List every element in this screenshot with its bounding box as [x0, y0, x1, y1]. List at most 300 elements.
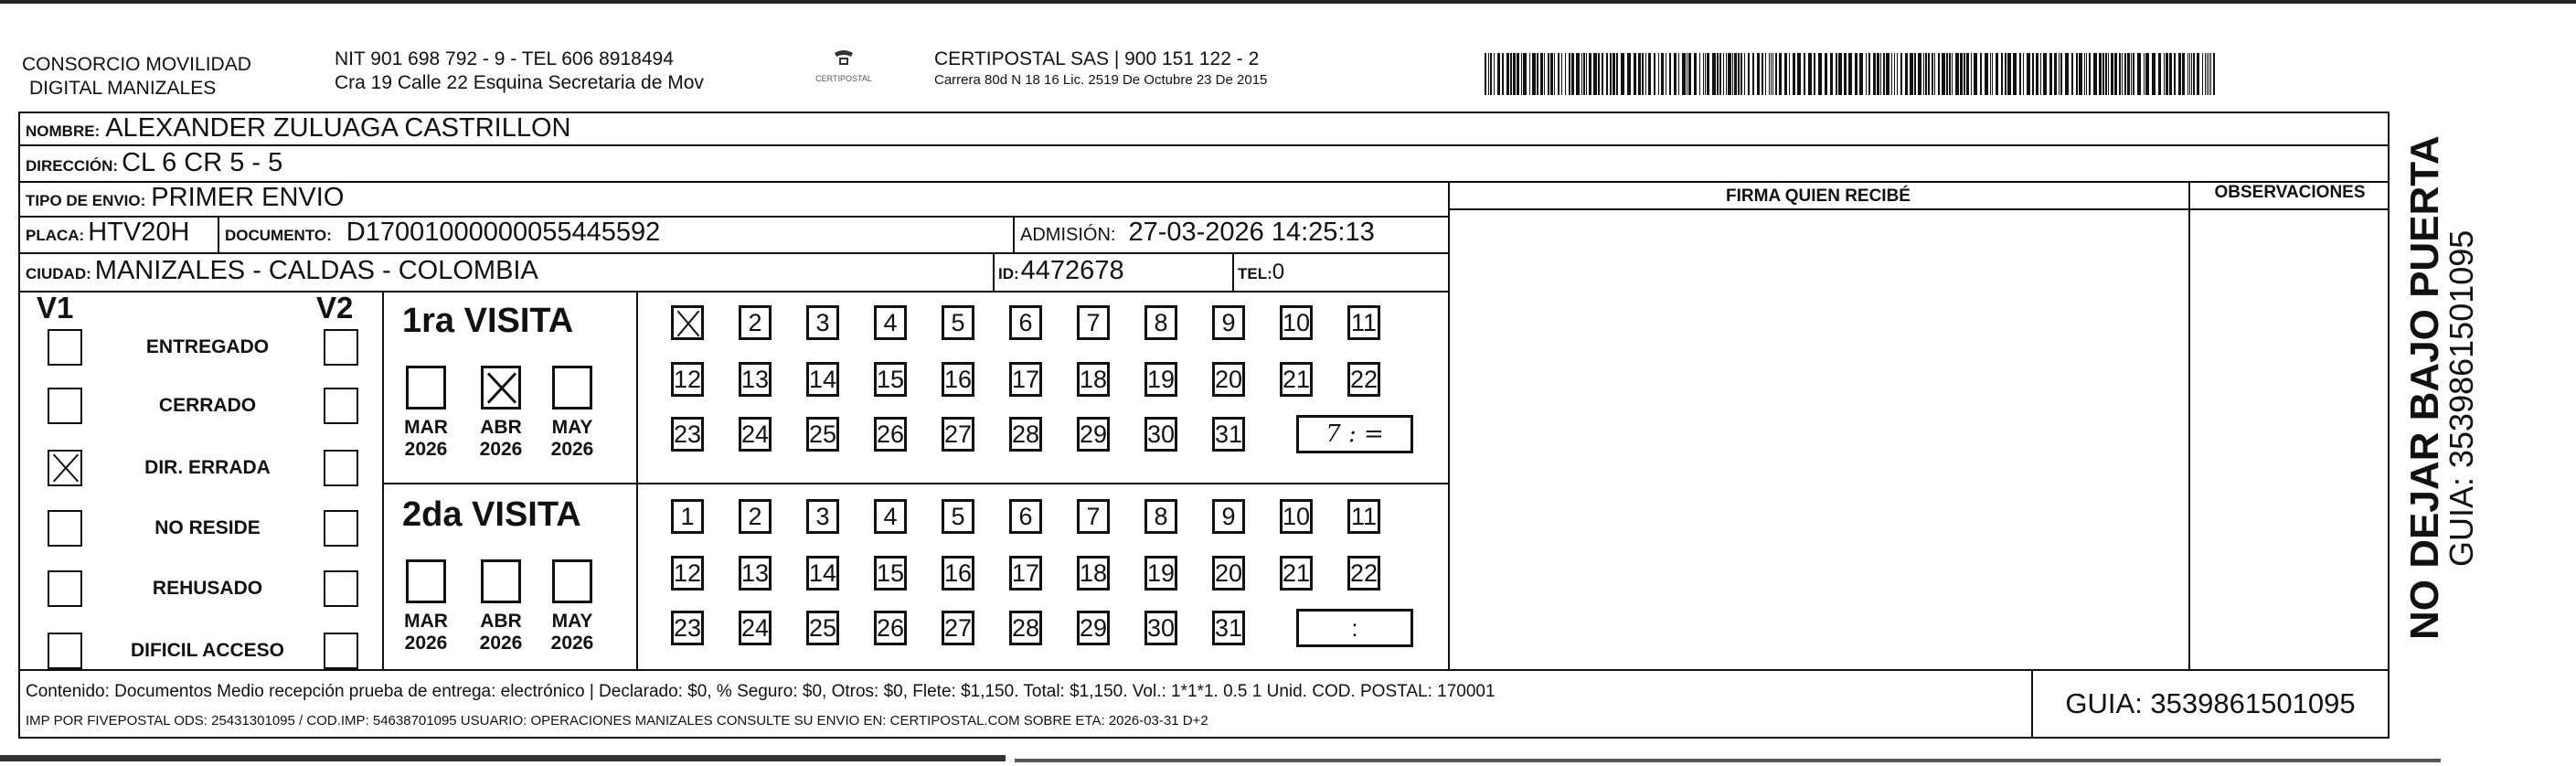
barcode-bar — [1923, 53, 1924, 95]
day-checkbox[interactable]: 22 — [1347, 362, 1380, 397]
barcode-bar — [2207, 53, 2208, 95]
admision-row — [1020, 218, 1375, 248]
day-checkbox[interactable]: 23 — [671, 417, 704, 452]
barcode-bar — [1627, 53, 1631, 95]
day-checkbox[interactable]: 17 — [1009, 362, 1042, 397]
nombre-row — [26, 113, 570, 144]
day-checkbox[interactable]: 22 — [1347, 556, 1380, 590]
barcode-bar — [2193, 53, 2195, 95]
barcode-bar — [2202, 53, 2203, 95]
divider — [1013, 216, 1015, 252]
barcode-bar — [1488, 53, 1489, 95]
barcode-bar — [1712, 53, 1716, 95]
barcode-bar — [1910, 53, 1913, 95]
day-checkbox[interactable]: 17 — [1009, 556, 1042, 590]
divider — [382, 291, 384, 669]
status-label: NO RESIDE — [154, 517, 261, 538]
company-name-block — [22, 53, 251, 101]
day-checkbox[interactable]: 7 — [1077, 305, 1110, 340]
day-checkbox[interactable] — [671, 305, 704, 340]
day-checkbox[interactable]: 27 — [942, 611, 974, 645]
barcode-bar — [2114, 53, 2117, 95]
barcode-bar — [1734, 53, 1737, 95]
day-checkbox[interactable]: 16 — [942, 362, 974, 397]
divider — [993, 252, 995, 291]
day-checkbox[interactable]: 27 — [942, 417, 974, 452]
barcode-bar — [2210, 53, 2211, 95]
barcode-bar — [1789, 53, 1790, 95]
visit-time-field[interactable]: : — [1296, 609, 1413, 647]
footer-guia: GUIA: 3539861501095 — [2065, 687, 2356, 719]
barcode-bar — [1914, 53, 1916, 95]
month-checkbox[interactable] — [406, 559, 446, 603]
barcode-bar — [1891, 53, 1892, 95]
observations-area[interactable] — [2190, 210, 2388, 667]
barcode-bar — [1648, 53, 1651, 95]
barcode-bar — [1980, 53, 1982, 95]
barcode-bar — [1960, 53, 1963, 95]
barcode-bar — [2152, 53, 2156, 95]
barcode-bar — [2084, 53, 2085, 95]
barcode-bar — [1726, 53, 1727, 95]
day-checkbox[interactable]: 6 — [1009, 305, 1042, 340]
company-line-1: CONSORCIO MOVILIDAD — [22, 54, 251, 75]
day-checkbox[interactable]: 8 — [1144, 305, 1177, 340]
divider — [18, 669, 2390, 671]
month-label: ABR 2026 — [479, 417, 523, 460]
barcode-bar — [1985, 53, 1988, 95]
barcode-bar — [2059, 53, 2060, 95]
barcode-bar — [1654, 53, 1655, 95]
barcode-bar — [1548, 53, 1549, 95]
day-checkbox[interactable]: 15 — [874, 362, 907, 397]
barcode-bar — [1645, 53, 1646, 95]
barcode-bar — [1576, 53, 1580, 95]
divider — [382, 483, 1448, 484]
day-checkbox[interactable]: 11 — [1347, 305, 1380, 340]
month-checkbox[interactable] — [552, 559, 592, 603]
day-checkbox[interactable]: 10 — [1280, 305, 1313, 340]
barcode-bar — [2049, 53, 2052, 95]
barcode-bar — [2133, 53, 2134, 95]
ciudad-row — [26, 256, 538, 286]
day-checkbox[interactable]: 1 — [671, 499, 704, 534]
barcode-bar — [2191, 53, 2192, 95]
barcode-bar — [1905, 53, 1908, 95]
barcode-bar — [2040, 53, 2041, 95]
barcode-bar — [1642, 53, 1644, 95]
barcode-bar — [2131, 53, 2132, 95]
status-v1-checkbox[interactable] — [48, 510, 82, 547]
barcode-bar — [1949, 53, 1951, 95]
footer-contenido: Contenido: Documentos Medio recepción prueba de entrega: electrónico | Declarado: $0, % Seguro: $0, Otros: $0, Flete: $1,150. Total: $1,150. Vol.: 1*1*1. 0.5 1 Unid. COD. POSTAL: 170001 — [26, 682, 1496, 701]
barcode-bar — [1674, 53, 1677, 95]
barcode-bar — [1859, 53, 1863, 95]
barcode-bar — [1703, 53, 1704, 95]
status-v1-checkbox[interactable] — [48, 450, 82, 486]
courier-logo — [812, 49, 876, 83]
barcode-bar — [1717, 53, 1719, 95]
day-checkbox[interactable]: 5 — [942, 305, 974, 340]
barcode-bar — [1738, 53, 1740, 95]
day-checkbox[interactable]: 20 — [1212, 362, 1245, 397]
firma-label: FIRMA QUIEN RECIBÉ — [1726, 186, 1911, 206]
barcode-bar — [1571, 53, 1574, 95]
status-v2-checkbox[interactable] — [324, 329, 358, 366]
admision-value: 27-03-2026 14:25:13 — [1128, 218, 1375, 247]
barcode-bar — [1964, 53, 1965, 95]
month-checkbox[interactable] — [481, 559, 521, 603]
tel-value: 0 — [1272, 260, 1285, 284]
barcode-bar — [1661, 53, 1664, 95]
admision-label: ADMISIÓN: — [1020, 225, 1116, 245]
barcode-bar — [2005, 53, 2007, 95]
barcode-bar — [2124, 53, 2126, 95]
status-v1-checkbox[interactable] — [48, 329, 82, 366]
barcode-bar — [1974, 53, 1977, 95]
barcode-bar — [1523, 53, 1527, 95]
barcode-bar — [2144, 53, 2145, 95]
day-checkbox[interactable]: 29 — [1077, 417, 1110, 452]
day-checkbox[interactable]: 24 — [739, 611, 772, 645]
barcode-bar — [1784, 53, 1787, 95]
status-v2-checkbox[interactable] — [324, 388, 358, 424]
barcode-bar — [1883, 53, 1885, 95]
barcode-bar — [1844, 53, 1847, 95]
day-checkbox[interactable]: 2 — [739, 305, 772, 340]
direccion-value: CL 6 CR 5 - 5 — [122, 148, 283, 177]
visit-title: 1ra VISITA — [402, 302, 574, 340]
barcode-bar — [1765, 53, 1766, 95]
barcode-bar — [1497, 53, 1500, 95]
day-checkbox[interactable]: 2 — [739, 499, 772, 534]
barcode-bar — [1877, 53, 1879, 95]
day-checkbox[interactable]: 11 — [1347, 499, 1380, 534]
barcode-bar — [2036, 53, 2038, 95]
barcode-bar — [1537, 53, 1538, 95]
day-checkbox[interactable]: 19 — [1144, 362, 1177, 397]
day-checkbox[interactable]: 19 — [1144, 556, 1177, 590]
month-label: ABR 2026 — [479, 611, 523, 654]
barcode-bar — [1517, 53, 1519, 95]
barcode-bar — [1932, 53, 1933, 95]
barcode-bar — [1699, 53, 1700, 95]
barcode-bar — [1814, 53, 1815, 95]
barcode-bar — [1485, 53, 1486, 95]
status-v2-checkbox[interactable] — [324, 633, 358, 669]
barcode-bar — [2182, 53, 2185, 95]
barcode-bar — [1606, 53, 1608, 95]
barcode-bar — [1942, 53, 1945, 95]
barcode-bar — [1946, 53, 1948, 95]
barcode-bar — [1707, 53, 1709, 95]
barcode-bar — [1866, 53, 1867, 95]
barcode-bar — [2197, 53, 2199, 95]
barcode-bar — [2054, 53, 2057, 95]
day-checkbox[interactable]: 15 — [874, 556, 907, 590]
day-checkbox[interactable]: 14 — [806, 556, 839, 590]
side-guia: GUIA: 3539861501095 — [2443, 229, 2480, 567]
barcode-bar — [1565, 53, 1566, 95]
month-checkbox[interactable] — [552, 366, 592, 410]
status-label: CERRADO — [158, 395, 257, 416]
day-checkbox[interactable]: 25 — [806, 417, 839, 452]
barcode-bar — [1550, 53, 1553, 95]
barcode-bar — [1682, 53, 1686, 95]
day-checkbox[interactable]: 12 — [671, 362, 704, 397]
nit-block — [335, 48, 704, 95]
barcode-bar — [1848, 53, 1852, 95]
barcode-bar — [1775, 53, 1777, 95]
barcode-bar — [1886, 53, 1889, 95]
documento-value: D17001000000055445592 — [346, 218, 661, 247]
day-checkbox[interactable]: 28 — [1009, 417, 1042, 452]
barcode-bar — [1868, 53, 1870, 95]
tel-row — [1238, 260, 1284, 285]
status-label: DIR. ERRADA — [144, 457, 271, 478]
day-checkbox[interactable]: 26 — [874, 417, 907, 452]
day-checkbox[interactable]: 4 — [874, 499, 907, 534]
barcode-bar — [2089, 53, 2091, 95]
nombre-value: ALEXANDER ZULUAGA CASTRILLON — [105, 113, 571, 143]
day-checkbox[interactable]: 31 — [1212, 611, 1245, 645]
month-label: MAR 2026 — [404, 611, 448, 654]
courier-address: Carrera 80d N 18 16 Lic. 2519 De Octubre 23 De 2015 — [934, 72, 1268, 88]
month-checkbox[interactable] — [481, 366, 521, 410]
barcode-bar — [1825, 53, 1827, 95]
barcode-bar — [2187, 53, 2188, 95]
barcode-bar — [1569, 53, 1570, 95]
tipo-value: PRIMER ENVIO — [151, 183, 345, 212]
day-checkbox[interactable]: 26 — [874, 611, 907, 645]
barcode-bar — [2013, 53, 2017, 95]
barcode-bar — [2127, 53, 2130, 95]
status-v2-checkbox[interactable] — [324, 450, 358, 486]
courier-line: CERTIPOSTAL SAS | 900 151 122 - 2 — [934, 48, 1260, 69]
divider — [636, 291, 638, 669]
day-checkbox[interactable]: 3 — [806, 305, 839, 340]
ciudad-label: CIUDAD: — [26, 265, 91, 282]
documento-row — [225, 218, 660, 248]
barcode-bar — [1658, 53, 1659, 95]
day-checkbox[interactable]: 29 — [1077, 611, 1110, 645]
barcode-bar — [2086, 53, 2087, 95]
placa-value: HTV20H — [88, 218, 190, 247]
day-checkbox[interactable]: 28 — [1009, 611, 1042, 645]
status-v1-checkbox[interactable] — [48, 388, 82, 424]
barcode-bar — [1621, 53, 1624, 95]
status-label: REHUSADO — [152, 578, 263, 599]
barcode-bar — [1581, 53, 1582, 95]
barcode-bar — [1610, 53, 1612, 95]
barcode — [1485, 53, 2216, 95]
documento-label: DOCUMENTO: — [225, 227, 332, 244]
barcode-bar — [1836, 53, 1837, 95]
placa-label: PLACA: — [26, 227, 85, 244]
status-label: ENTREGADO — [145, 336, 270, 357]
top-scan-edge — [0, 0, 2576, 4]
barcode-bar — [1513, 53, 1516, 95]
day-checkbox[interactable]: 24 — [739, 417, 772, 452]
divider — [18, 144, 2390, 146]
barcode-bar — [2164, 53, 2165, 95]
barcode-bar — [1996, 53, 1998, 95]
barcode-bar — [2001, 53, 2003, 95]
courier-block — [934, 48, 1267, 90]
address-line: Cra 19 Calle 22 Esquina Secretaria de Mov — [335, 72, 704, 93]
barcode-bar — [1900, 53, 1902, 95]
barcode-bar — [2019, 53, 2021, 95]
barcode-bar — [1955, 53, 1959, 95]
barcode-bar — [1971, 53, 1972, 95]
day-checkbox[interactable]: 25 — [806, 611, 839, 645]
barcode-bar — [1678, 53, 1679, 95]
barcode-bar — [1797, 53, 1801, 95]
barcode-bar — [1583, 53, 1585, 95]
month-label: MAR 2026 — [404, 417, 448, 460]
barcode-bar — [2189, 53, 2190, 95]
barcode-bar — [1613, 53, 1615, 95]
day-checkbox[interactable]: 10 — [1280, 499, 1313, 534]
barcode-bar — [1602, 53, 1603, 95]
day-checkbox[interactable]: 14 — [806, 362, 839, 397]
signature-area[interactable] — [1450, 210, 2187, 667]
barcode-bar — [1966, 53, 1969, 95]
barcode-bar — [2043, 53, 2047, 95]
barcode-bar — [1529, 53, 1530, 95]
barcode-bar — [1502, 53, 1504, 95]
barcode-bar — [1694, 53, 1697, 95]
barcode-bar — [1506, 53, 1509, 95]
barcode-bar — [2079, 53, 2082, 95]
barcode-bar — [2213, 53, 2215, 95]
visit-time-field[interactable]: 7 : = — [1296, 415, 1413, 453]
month-label: MAY 2026 — [550, 417, 594, 460]
visit-title: 2da VISITA — [402, 495, 581, 534]
day-checkbox[interactable]: 12 — [671, 556, 704, 590]
barcode-bar — [1723, 53, 1724, 95]
tipo-label: TIPO DE ENVIO: — [26, 192, 146, 209]
company-line-2: DIGITAL MANIZALES — [29, 78, 217, 99]
barcode-bar — [1992, 53, 1993, 95]
id-value: 4472678 — [1020, 256, 1124, 285]
barcode-bar — [2137, 53, 2141, 95]
month-label: MAY 2026 — [550, 611, 594, 654]
status-v1-checkbox[interactable] — [48, 570, 82, 607]
id-row — [998, 256, 1124, 286]
day-checkbox[interactable]: 5 — [942, 499, 974, 534]
barcode-bar — [1554, 53, 1555, 95]
day-checkbox[interactable]: 3 — [806, 499, 839, 534]
day-checkbox[interactable]: 30 — [1144, 611, 1177, 645]
status-label: DIFICIL ACCESO — [130, 640, 284, 661]
barcode-bar — [1894, 53, 1895, 95]
status-v2-checkbox[interactable] — [324, 570, 358, 607]
barcode-bar — [1830, 53, 1833, 95]
barcode-bar — [1558, 53, 1559, 95]
barcode-bar — [2099, 53, 2102, 95]
barcode-bar — [1880, 53, 1881, 95]
courier-logo-icon — [831, 49, 857, 69]
barcode-bar — [2093, 53, 2097, 95]
day-checkbox[interactable]: 21 — [1280, 556, 1313, 590]
barcode-bar — [1740, 53, 1742, 95]
barcode-bar — [1744, 53, 1745, 95]
day-checkbox[interactable]: 31 — [1212, 417, 1245, 452]
barcode-bar — [1928, 53, 1930, 95]
barcode-bar — [1638, 53, 1641, 95]
day-checkbox[interactable]: 30 — [1144, 417, 1177, 452]
barcode-bar — [1490, 53, 1492, 95]
direccion-row — [26, 148, 282, 178]
barcode-bar — [2178, 53, 2181, 95]
day-checkbox[interactable]: 13 — [739, 362, 772, 397]
day-checkbox[interactable]: 18 — [1077, 362, 1110, 397]
barcode-bar — [1793, 53, 1795, 95]
barcode-bar — [1634, 53, 1636, 95]
day-checkbox[interactable]: 16 — [942, 556, 974, 590]
barcode-bar — [1990, 53, 1991, 95]
barcode-bar — [1540, 53, 1543, 95]
divider — [218, 216, 219, 252]
day-checkbox[interactable]: 21 — [1280, 362, 1313, 397]
logo-caption: CERTIPOSTAL — [815, 74, 872, 83]
barcode-bar — [2023, 53, 2024, 95]
status-v2-checkbox[interactable] — [324, 510, 358, 547]
barcode-bar — [2102, 53, 2104, 95]
barcode-bar — [1521, 53, 1522, 95]
day-checkbox[interactable]: 4 — [874, 305, 907, 340]
barcode-bar — [1586, 53, 1587, 95]
barcode-bar — [1897, 53, 1898, 95]
barcode-bar — [2205, 53, 2206, 95]
day-checkbox[interactable]: 6 — [1009, 499, 1042, 534]
barcode-bar — [1532, 53, 1536, 95]
barcode-bar — [2158, 53, 2161, 95]
barcode-bar — [1669, 53, 1671, 95]
barcode-bar — [2007, 53, 2011, 95]
barcode-bar — [1925, 53, 1927, 95]
bottom-scan-edge-right — [1015, 759, 2441, 762]
status-v1-checkbox[interactable] — [48, 633, 82, 669]
nit-line: NIT 901 698 792 - 9 - TEL 606 8918494 — [335, 48, 674, 69]
barcode-bar — [2027, 53, 2030, 95]
day-checkbox[interactable]: 23 — [671, 611, 704, 645]
day-checkbox[interactable]: 7 — [1077, 499, 1110, 534]
barcode-bar — [1705, 53, 1706, 95]
day-checkbox[interactable]: 20 — [1212, 556, 1245, 590]
day-checkbox[interactable]: 13 — [739, 556, 772, 590]
day-checkbox[interactable]: 9 — [1212, 305, 1245, 340]
v2-label: V2 — [316, 291, 354, 324]
day-checkbox[interactable]: 8 — [1144, 499, 1177, 534]
barcode-bar — [1772, 53, 1773, 95]
barcode-bar — [1616, 53, 1618, 95]
barcode-bar — [1494, 53, 1495, 95]
barcode-bar — [2076, 53, 2078, 95]
placa-row — [26, 218, 189, 248]
barcode-bar — [1934, 53, 1935, 95]
day-checkbox[interactable]: 9 — [1212, 499, 1245, 534]
month-checkbox[interactable] — [406, 366, 446, 410]
divider — [18, 181, 2390, 183]
barcode-bar — [2060, 53, 2062, 95]
side-warning: NO DEJAR BAJO PUERTA — [2402, 135, 2447, 640]
barcode-bar — [2065, 53, 2069, 95]
barcode-bar — [1598, 53, 1600, 95]
day-checkbox[interactable]: 18 — [1077, 556, 1110, 590]
barcode-bar — [1544, 53, 1545, 95]
